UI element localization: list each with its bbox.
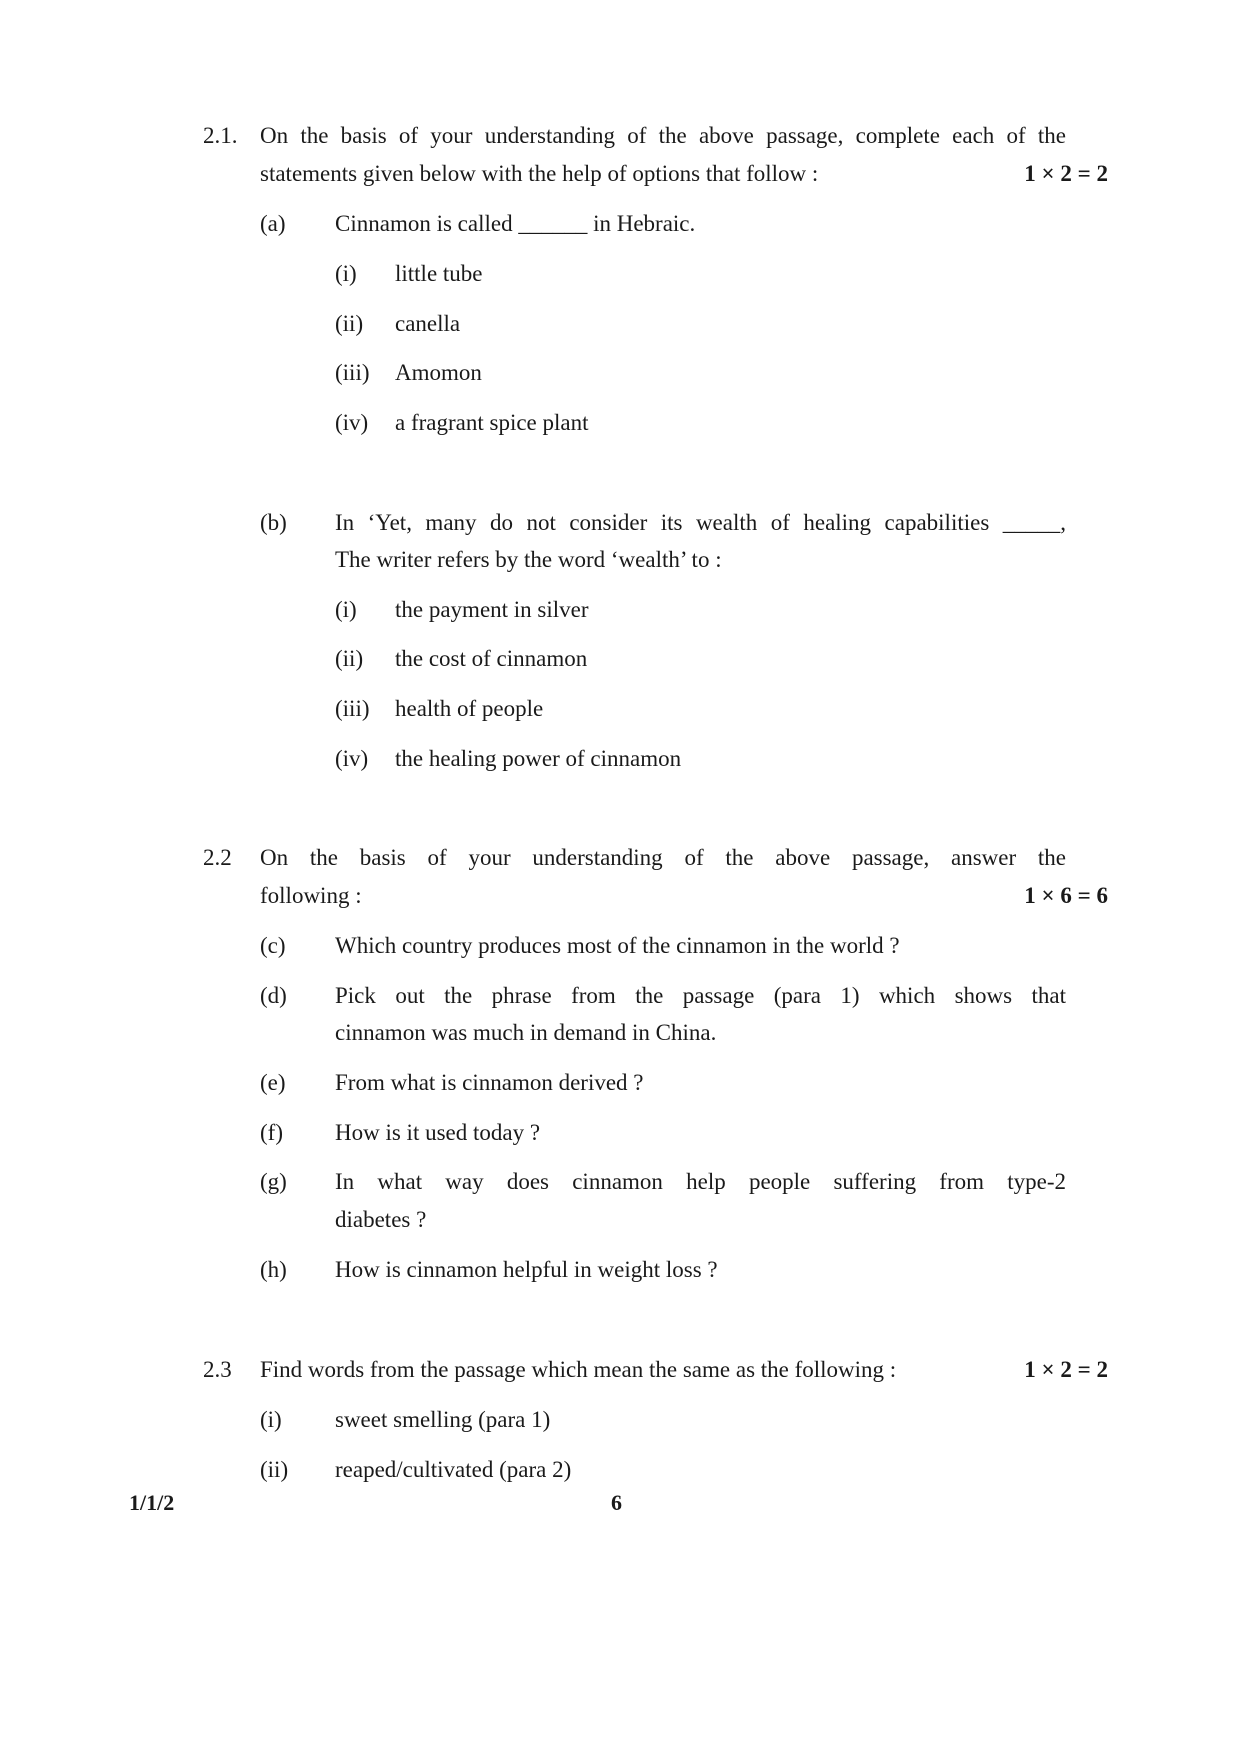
item-f-label: (f) [260,1120,283,1145]
item-h-text: How is cinnamon helpful in weight loss ? [335,1257,718,1282]
marks-2-3: 1 × 2 = 2 [1024,1357,1108,1382]
question-2-2-line2: following : [260,883,362,908]
option-a-ii-label: (ii) [335,311,364,336]
item-b-label: (b) [260,510,287,535]
option-b-iv-label: (iv) [335,746,369,771]
question-number-2-2: 2.2 [203,845,232,870]
item-2-3-i-text: sweet smelling (para 1) [335,1407,551,1432]
item-b-line2: The writer refers by the word ‘wealth’ to : [335,547,722,572]
item-2-3-ii-label: (ii) [260,1457,289,1482]
item-g-label: (g) [260,1169,287,1194]
option-a-i-label: (i) [335,261,357,286]
question-number-2-1: 2.1. [203,123,238,148]
question-2-3-text: Find words from the passage which mean the same as the following : [260,1357,897,1382]
option-a-iii-label: (iii) [335,360,370,385]
item-h-label: (h) [260,1257,287,1282]
option-b-iii-label: (iii) [335,696,370,721]
item-a-text: Cinnamon is called ______ in Hebraic. [335,211,696,236]
item-g-line2: diabetes ? [335,1207,427,1232]
option-b-ii-text: the cost of cinnamon [395,646,588,671]
item-2-3-i-label: (i) [260,1407,282,1432]
item-a-label: (a) [260,211,286,236]
item-d-label: (d) [260,983,287,1008]
option-a-iii-text: Amomon [395,360,482,385]
item-g-line1: In what way does cinnamon help people suffering from type-2 [335,1169,1066,1194]
item-2-3-ii-text: reaped/cultivated (para 2) [335,1457,572,1482]
question-2-1-line2: statements given below with the help of options that follow : [260,161,819,186]
marks-2-1: 1 × 2 = 2 [1024,161,1108,186]
item-d-line1: Pick out the phrase from the passage (para 1) which shows that [335,983,1066,1008]
question-2-1-line1: On the basis of your understanding of the above passage, complete each of the [260,123,1066,148]
option-b-i-label: (i) [335,597,357,622]
question-number-2-3: 2.3 [203,1357,232,1382]
paper-code: 1/1/2 [129,1490,175,1515]
item-f-text: How is it used today ? [335,1120,541,1145]
option-b-ii-label: (ii) [335,646,364,671]
option-b-iv-text: the healing power of cinnamon [395,746,682,771]
item-c-label: (c) [260,933,286,958]
item-e-text: From what is cinnamon derived ? [335,1070,644,1095]
item-b-line1: In ‘Yet, many do not consider its wealth of healing capabilities _____, [335,510,1066,535]
option-b-iii-text: health of people [395,696,544,721]
option-a-iv-label: (iv) [335,410,369,435]
question-2-2-line1: On the basis of your understanding of the above passage, answer the [260,845,1066,870]
option-a-i-text: little tube [395,261,483,286]
item-e-label: (e) [260,1070,286,1095]
item-c-text: Which country produces most of the cinnamon in the world ? [335,933,900,958]
item-d-line2: cinnamon was much in demand in China. [335,1020,717,1045]
option-a-iv-text: a fragrant spice plant [395,410,589,435]
page-number: 6 [611,1490,622,1515]
marks-2-2: 1 × 6 = 6 [1024,883,1108,908]
option-a-ii-text: canella [395,311,461,336]
option-b-i-text: the payment in silver [395,597,589,622]
